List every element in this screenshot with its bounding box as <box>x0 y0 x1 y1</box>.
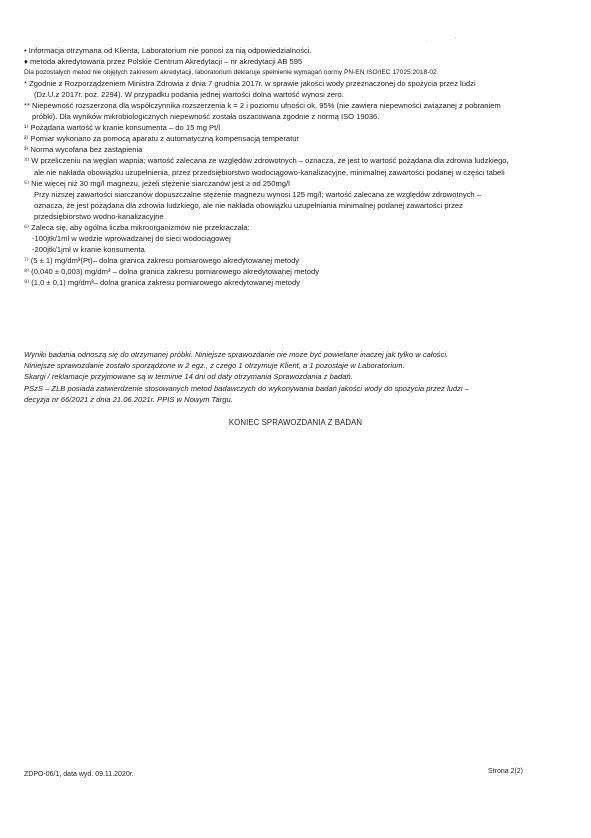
disclaimer-approval-cont: decyzja nr 66/2021 z dnia 21.06.2021r. PPIS w Nowym Targu. <box>24 394 233 404</box>
footnote-1: ¹⁾ Pożądana wartość w kranie konsumenta – do 15 mg Pt/l <box>24 123 221 133</box>
note-uncertainty-cont: próbki). Dla wyników mikrobiologicznych niepewność została oszacowana zgodnie z normą ISO 19036. <box>32 112 380 122</box>
footnote-4-cont: ale nie nakłada obowiązku uzupełnienia, przez przedsiębiorstwo wodociągowo-kanalizacyjne, minimalnej zawartości podanej w części tabeli <box>34 167 505 177</box>
footnote-8: ⁸⁾ (0,040 ± 0,003) mg/dm³ – dolna granica zakresu pomiarowego akredytowanej metody <box>24 266 319 276</box>
disclaimer-section <box>24 349 576 405</box>
footnote-3: ³⁾ Norma wycofana bez zastąpienia <box>24 145 143 155</box>
scan-marks: · ' <box>426 38 456 44</box>
notes-section <box>24 45 576 288</box>
footnote-9: ⁹⁾ (1,0 ± 0,1) mg/dm³– dolna granica zakresu pomiarowego akredytowanej metody <box>24 277 301 287</box>
footnote-5-cont-1: Przy niższej zawartości siarczanów dopuszczalne stężenie magnezu wynosi 125 mg/l; wartość zalecana ze względów zdrowotnych – <box>34 189 481 199</box>
footnote-6: ⁶⁾ Zaleca się, aby ogólna liczba mikroorganizmów nie przekraczała: <box>24 222 250 232</box>
note-info-client: • Informacja otrzymana od Klienta, Laboratorium nie ponosi za nią odpowiedzialności. <box>24 46 312 55</box>
footnote-6-item-1: -100jtk/1ml w wodzie wprowadzanej do sieci wodociągowej <box>32 233 231 243</box>
disclaimer-copies: Niniejsze sprawozdanie zostało sporządzone w 2 egz., z czego 1 otrzymuje Klient, a 1 pozostaje w Laboratorium. <box>24 361 405 371</box>
footnote-4: ⁴⁾ W przeliczeniu na węglan wapnia; wartość zalecana ze względów zdrowotnych – oznacza, że jest to wartość pożądana dla zdrowia ludzkiego, <box>24 156 509 166</box>
footnote-6-item-2: -200jtk/1jml w kranie konsumenta <box>32 244 145 254</box>
note-accredited-method: ♦ metoda akredytowana przez Polskie Centrum Akredytacji – nr akredytacji AB 595 <box>24 57 303 67</box>
note-regulation-cont: (Dz.U.z 2017r. poz. 2294). W przypadku podania jednej wartości dolna wartość wynosi zero. <box>34 90 344 100</box>
footnote-5-cont-2: oznacza, że jest pożądana dla zdrowia ludzkiego, ale nie nakłada obowiązku uzupełniania minimalnej podanej zawartości przez <box>34 200 463 210</box>
end-of-report-title: KONIEC SPRAWOZDANIA Z BADAŃ <box>228 418 363 427</box>
note-regulation: * Zgodnie z Rozporządzeniem Ministra Zdrowia z dnia 7 grudnia 2017r. w sprawie jakości wody przeznaczonej do spożycia przez ludzi <box>24 79 476 89</box>
footnote-7: ⁷⁾ (5 ± 1) mg/dm³(Pt)– dolna granica zakresu pomiarowego akredytowanej metody <box>24 255 300 265</box>
footnote-5: ⁵⁾ Nie więcej niż 30 mg/l magnezu, jeżeli stężenie siarczanów jest ≥ od 250mg/l <box>24 178 290 188</box>
disclaimer-approval: PSzS – ZLB posiada zatwierdzenie stosowanych metod badawczych do wykonywania badań jakości wody do spożycia przez ludzi – <box>24 383 469 393</box>
page-number: Strona 2(2) <box>488 768 524 775</box>
note-other-methods: Dla pozostałych metod nie objętych zakresem akredytacji, laboratorium deklaruje spełnienie wymagań normy PN-EN ISO/IEC 17025:2018-02 <box>24 69 437 77</box>
footnote-2: ²⁾ Pomiar wykonano za pomocą aparatu z automatyczną kompensacją temperatur <box>24 134 299 144</box>
footnote-5-cont-3: przedsiębiorstwo wodno-kanalizacyjne <box>34 211 164 221</box>
document-code: ZDPO-06/1, data wyd. 09.11.2020r. <box>24 771 134 778</box>
disclaimer-complaints: Skargi / reklamacje przyjmowane są w terminie 14 dni od daty otrzymania Sprawozdania z badań. <box>24 372 353 382</box>
disclaimer-results: Wyniki badania odnoszą się do otrzymanej próbki. Niniejsze sprawozdanie nie może być powielane inaczej jak tylko w całości. <box>24 350 449 359</box>
note-uncertainty: ** Niepewność rozszerzona dla współczynnika rozszerzenia k = 2 i poziomu ufności ok. 95% (nie zawiera niepewności związanej z pobraniem <box>24 101 501 111</box>
